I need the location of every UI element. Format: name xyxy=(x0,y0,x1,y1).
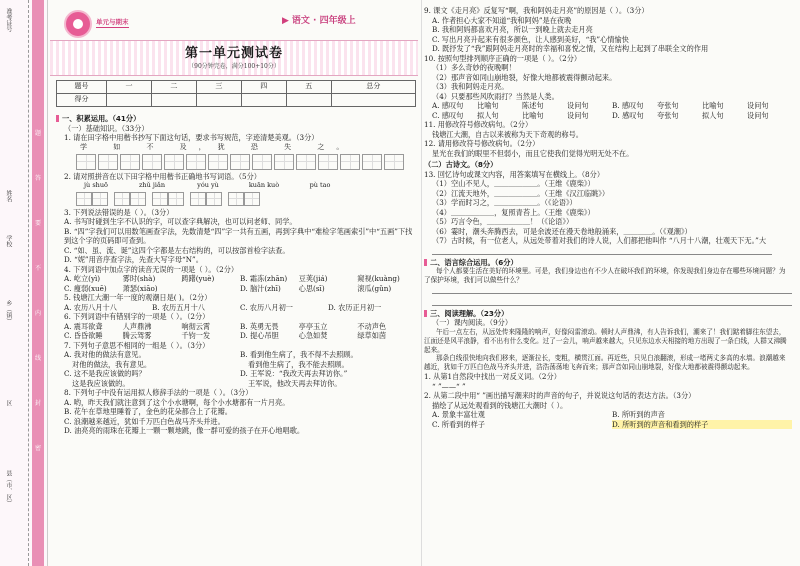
table-cell: 一 xyxy=(107,81,152,94)
option: A. 哟，昨天我们就注意到了这个小水塘啊，每个小水塘都有一片月亮。 xyxy=(64,397,290,407)
question-3: 3. 下列说法错误的是（ ）。（3分） xyxy=(64,207,174,217)
question-9: 9. 课文《走月亮》反复写“啊，我和阿妈走月亮”的原因是（ ）。（3分） xyxy=(424,6,649,15)
table-row xyxy=(57,94,416,107)
page-subtitle: （90分钟完卷，满分100+10分） xyxy=(188,63,280,70)
table-row xyxy=(57,81,416,94)
sentence: （4）只要那些风吹雨打？当然是人类。 xyxy=(432,91,559,101)
band-char: 要 xyxy=(35,220,42,227)
pinyin: yóu yù xyxy=(197,181,219,190)
section-heading: 三、阅读理解。（23分） xyxy=(424,309,792,319)
table-cell: 三 xyxy=(196,81,241,94)
reading-paragraph: 那条白线很快地向我们移来，逐渐拉长，变粗，横贯江面。再近些，只见白浪翻滚，形成一堵两丈多高的水墙。浪潮越来越近，犹如千万匹白色战马齐头并进，浩浩荡荡地飞奔而来；那声音如同山崩地裂，好像大地都被震得颤动起来。 xyxy=(424,354,786,372)
band-char: 封 xyxy=(35,400,42,407)
question-6: 6. 下列词语中有错别字的一项是（ ）。（2分） xyxy=(64,312,210,322)
strip-label-county: 县（市、区） xyxy=(4,470,12,506)
score-input-cell[interactable] xyxy=(196,94,241,107)
options-grid: A. 我对他的做法有意见。 B. 看到他生病了，我不得不去照顾。 对他的做法，我有意见。 看到他生病了，我不能去照顾。 C. 这不是我应该做的吗？ D. 王军说：“我改天再去拜访你。” 这是我应该做的。 王军说，他改天再去拜访你。 xyxy=(64,350,358,388)
question-13: 13. 回忆诗句或课文内容，用答案填写在横线上。（8分） xyxy=(424,169,605,179)
sentence: （3）我和阿妈走月亮。 xyxy=(432,82,509,91)
left-column xyxy=(50,0,418,566)
section-heading: 一、积累运用。（41分） xyxy=(56,114,416,124)
question-11: 11. 用修改符号修改病句。（2分） xyxy=(424,120,533,129)
question-4: 4. 下列词语中加点字的读音无误的一项是（ ）。（2分） xyxy=(64,264,239,274)
strip-label-town: 乡（镇） xyxy=(4,300,12,324)
subsection-heading: （二）古诗文。（8分） xyxy=(424,160,498,169)
section-bar-icon xyxy=(424,259,427,266)
subsection-heading: （一）课内阅读。（9分） xyxy=(432,318,513,328)
option: D. 油亮亮的雨珠在花瓣上一颗一颗地跳，像一群可爱的孩子在开心地唱歌。 xyxy=(64,426,305,436)
table-cell: 五 xyxy=(286,81,331,94)
option: C. “如、虽、流、诞”这四个字都是左右结构的，可以按部首检字法查。 xyxy=(64,245,290,255)
option: C. 写出月亮升起来有很多颜色，让人感到美好，“我”心情愉快 xyxy=(432,34,629,44)
band-char: 答 xyxy=(35,175,42,182)
subsection-heading: （一）基础知识。（33分） xyxy=(64,123,149,133)
score-input-cell[interactable] xyxy=(151,94,196,107)
right-questions xyxy=(424,6,792,429)
option: B. 我和阿妈都喜欢月亮，所以一到晚上就去走月亮 xyxy=(432,25,593,34)
writing-grid[interactable] xyxy=(76,154,416,170)
answer-line[interactable] xyxy=(432,246,772,255)
score-input-cell[interactable] xyxy=(107,94,152,107)
options-grid: A. 震耳欲聋 人声鼎沸 响彻云霄 B. 英勇无畏 亭亭玉立 不动声色 C. 昏昏欲睡 腾云驾雾 千钧一发 D. 提心吊胆 心急如焚 绿草如茵 xyxy=(64,321,387,341)
clock-icon xyxy=(64,10,92,38)
column-divider xyxy=(421,0,422,566)
reading-question-2: 2. 从第二段中用“ ”画出描写潮来时的声音的句子，并说说这句话的表达方法。（3分） xyxy=(424,391,696,401)
table-cell: 题号 xyxy=(57,81,107,94)
pinyin-grid[interactable] xyxy=(76,192,416,206)
strip-label-district: 区 xyxy=(4,400,12,406)
sentence: 钱塘江大潮，自古以来被称为天下奇观的称号。 xyxy=(432,129,583,139)
play-arrow-icon: ▶ xyxy=(282,16,289,26)
score-input-cell[interactable] xyxy=(241,94,286,107)
reading-question-2b: 描绘了从远处观看到的钱塘江大潮时（ ）。 xyxy=(432,400,568,410)
question-2: 2. 请对照拼音在以下田字格中用楷书正确地书写词语。（5分） xyxy=(64,171,261,181)
option: A. 作者担心大家不知道“我和阿妈”是在夜晚 xyxy=(432,15,572,25)
strip-label-school: 学校 xyxy=(4,235,12,247)
pinyin: jù shuō xyxy=(84,181,108,190)
copy-sentence: 学 如 不 及，犹 恐 失 之。 xyxy=(80,142,356,151)
option: B. 花午在草地里睡着了，金色的花朵都合上了花瓣。 xyxy=(64,407,232,417)
seal-band xyxy=(32,0,44,566)
fill-lines: （1）空山不见人，＿＿＿＿＿＿。（王维《鹿柴》） （2）江流天地外，＿＿＿＿＿＿。（王维《汉江临眺》） （3）学而时习之，＿＿＿＿＿＿。（《论语》） （4）＿＿＿＿＿＿，复照青苔上。（王维《鹿柴》） （5）巧言令色，＿＿＿＿＿＿！（《论语》） xyxy=(432,179,610,226)
question-8: 8. 下列句子中没有运用拟人修辞手法的一项是（ ）。（3分） xyxy=(64,388,253,398)
cut-line xyxy=(28,0,29,566)
table-cell: 四 xyxy=(241,81,286,94)
sentence: （1）多么奇妙的夜晚啊！ xyxy=(432,63,516,72)
table-cell: 二 xyxy=(151,81,196,94)
score-table xyxy=(56,80,416,107)
binding-strip xyxy=(0,0,48,566)
reading-question-1: 1. 从第1自然段中找出一对反义词。（2分） xyxy=(424,372,561,382)
question-10: 10. 按照句型排列顺序正确的一项是（ ）。（2分） xyxy=(424,53,582,63)
question-12: 12. 请用修改符号修改病句。（2分） xyxy=(424,139,540,148)
prompt-text: 每个人都要生活在美好的环境里。可是，我们身边也有不少人在破坏我们的环境，你发现我们身边存在哪些环境问题？为了保护环境，我们可以做些什么？ xyxy=(424,267,786,284)
question-7: 7. 下列句子意思不相同的一组是（ ）。（3分） xyxy=(64,340,210,350)
options-grid: A. 景象丰富壮观 B. 所听到的声音 C. 所看到的样子 D. 所听到的声音和看到的样子 xyxy=(424,410,792,429)
sentence: （2）那声音如同山崩地裂，好像大地都被震得颤动起来。 xyxy=(432,72,617,82)
pinyin: pù tao xyxy=(309,181,331,190)
question-5: 5. 钱塘江大潮一年一度的观潮日是( )。（2分） xyxy=(64,293,212,303)
score-input-cell[interactable] xyxy=(286,94,331,107)
fill-line-7: （7）古时候，有一位老人，从远处带着对我们的诗人说，人们都把他叫作 “八月十八潮，壮观天下无。”大 xyxy=(432,236,767,245)
options-grid: A. 感叹句 比喻句 陈述句 设问句 B. 感叹句 夸张句 比喻句 设问句 C. 感叹句 拟人句 比喻句 设问句 D. 感叹句 夸张句 拟人句 设问句 xyxy=(432,101,769,120)
pinyin: kuān kuò xyxy=(248,181,280,190)
answer-line[interactable] xyxy=(432,297,792,306)
band-char: 内 xyxy=(35,310,42,317)
options-grid: A. 农历八月十八 B. 农历五月十八 C. 农历八月初一 D. 农历正月初一 xyxy=(64,302,382,312)
option: D. “妮”用音序查字法，先查大写字母“N”。 xyxy=(64,255,203,265)
options-grid: A. 屹立(yì) 雾时(shà) 踌躇(yuè) B. 霜冻(zhān) 豆荚(jiá) 窥视(kuàng) C. 瘦弱(xuē) 萧瑟(xiāo) D. 脑汁(zhī) 心思(sī) 滚瓜(gǔn) xyxy=(64,274,400,293)
section-bar-icon xyxy=(424,310,427,317)
section-accumulate xyxy=(56,114,416,436)
pinyin-row xyxy=(80,181,416,190)
page-title: 第一单元测试卷 xyxy=(184,46,283,61)
title-box xyxy=(50,40,418,76)
answer-blank[interactable]: “ ”——“ ” xyxy=(432,381,466,391)
option: D. 既抒发了“我”跟阿妈走月亮时的幸福和喜悦之情，又在结构上起到了串联全文的作用 xyxy=(432,44,709,53)
unit-tag: 单元与期末 xyxy=(96,18,129,26)
band-char: 线 xyxy=(35,355,42,362)
question-1: 1. 请在田字格中用楷书抄写下面这句话，要求书写规范，字迹清楚美观。（3分） xyxy=(64,133,319,142)
sentence: 星光在我们的眼里不但弱小，而且它使我们觉得光明无处不在。 xyxy=(432,148,634,158)
table-cell: 总分 xyxy=(331,81,415,94)
section-bar-icon xyxy=(56,115,59,122)
band-char: 题 xyxy=(35,130,42,137)
right-column xyxy=(424,0,794,566)
option: A. 书写时碰到生字不认识的字，可以查字典解决，也可以问老师、同学。 xyxy=(64,217,297,227)
strip-label-exam-id: 准考证号 xyxy=(4,8,12,32)
score-input-cell[interactable] xyxy=(331,94,415,107)
fill-line-6: （6）霎时，潮头奔腾西去，可是余波还在漫天卷地般涌来，＿＿＿＿。（《观潮》） xyxy=(432,226,692,236)
strip-label-name: 姓名 xyxy=(4,190,12,202)
reading-paragraph: 午后一点左右，从远处传来隆隆的响声，好像闷雷滚动。顿时人声鼎沸，有人告诉我们，潮来了！我们踮着脚往东望去，江面还是风平浪静，看不出有什么变化。过了一会儿，响声越来越大，只见东边水天相接的地方出现了一条白线，人群又沸腾起来。 xyxy=(424,327,787,354)
table-cell: 得分 xyxy=(57,94,107,107)
subject-label: ▶ 语文 · 四年级上 xyxy=(282,16,356,26)
option: B. “四”字我们可以用数笔画查字法，先数清楚“四”字一共有五画，再到字典中“难检字笔画索引”中“五画”下找到这个字的页码即可查到。 xyxy=(64,226,413,246)
band-char: 密 xyxy=(35,445,42,452)
option: C. 浪潮越来越近，犹如千万匹白色战马齐头并进。 xyxy=(64,416,225,426)
section-heading: 二、语言综合运用。（6分） xyxy=(424,258,792,268)
answer-line[interactable] xyxy=(432,285,792,294)
band-char: 不 xyxy=(35,265,42,272)
pinyin: zhǔ jiǎn xyxy=(138,181,166,190)
